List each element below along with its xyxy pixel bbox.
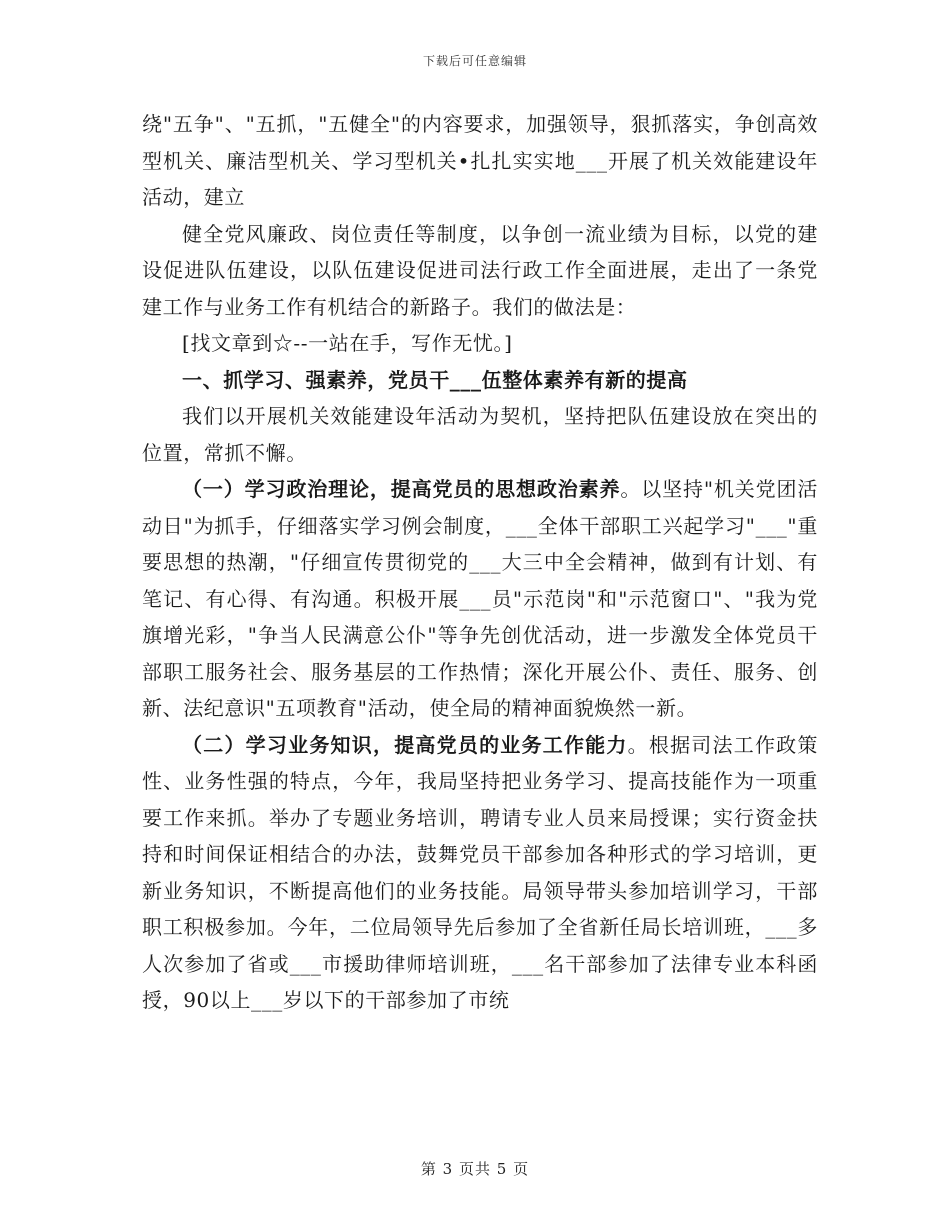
paragraph-6 (142, 727, 818, 1019)
page-footer: 第 3 页共 5 页 (420, 1160, 530, 1178)
paragraph-2: 健全党风廉政、岗位责任等制度，以争创一流业绩为目标，以党的建设促进队伍建设，以队伍建设促进司法行政工作全面进展，走出了一条党建工作与业务工作有机结合的新路子。我们的做法是： (142, 221, 818, 319)
paragraph-3: [找文章到☆--一站在手，写作无忧。] (182, 331, 513, 355)
page-header: 下载后可任意编辑 (422, 54, 527, 68)
document-body (142, 106, 818, 1019)
paragraph-4: 我们以开展机关效能建设年活动为契机，坚持把队伍建设放在突出的位置，常抓不懈。 (142, 404, 818, 465)
section-heading-1: 一、抓学习、强素养，党员干___伍整体素养有新的提高 (182, 367, 688, 392)
sub-heading-1: （一）学习政治理论，提高党员的思想政治素养 (182, 477, 621, 501)
sub-section-1-text: 。以坚持"机关党团活动日"为抓手，仔细落实学习例会制度，___全体干部职工兴起学习"___"重要思想的热潮，"仔细宣传贯彻党的___大三中全会精神，做到有计划、有笔记、有心得、有沟通。积极开展___员"示范岗"和"示范窗口"、"我为党旗增光彩，"争当人民满意公仆"等争先创优活动，进一步激发全体党员干部职工服务社会、服务基层的工作热情；深化开展公仆、责任、服务、创新、法纪意识"五项教育"活动，使全局的精神面貌焕然一新。 (142, 477, 818, 720)
paragraph-1: 绕"五争"、"五抓，"五健全"的内容要求，加强领导，狠抓落实，争创高效型机关、廉洁型机关、学习型机关•扎扎实实地___开展了机关效能建设年活动，建立 (142, 112, 818, 209)
sub-heading-2: （二）学习业务知识，提高党员的业务工作能力 (182, 732, 628, 757)
paragraph-5 (142, 471, 818, 727)
sub-section-2-text: 。根据司法工作政策性、业务性强的特点，今年，我局坚持把业务学习、提高技能作为一项重要工作来抓。举办了专题业务培训，聘请专业人员来局授课；实行资金扶持和时间保证相结合的办法，鼓舞党员干部参加各种形式的学习培训，更新业务知识，不断提高他们的业务技能。局领导带头参加培训学习，干部职工积极参加。今年，二位局领导先后参加了全省新任局长培训班，___多人次参加了省或___市援助律师培训班，___名干部参加了法律专业本科函授，90以上___岁以下的干部参加了市统 (142, 732, 818, 1012)
